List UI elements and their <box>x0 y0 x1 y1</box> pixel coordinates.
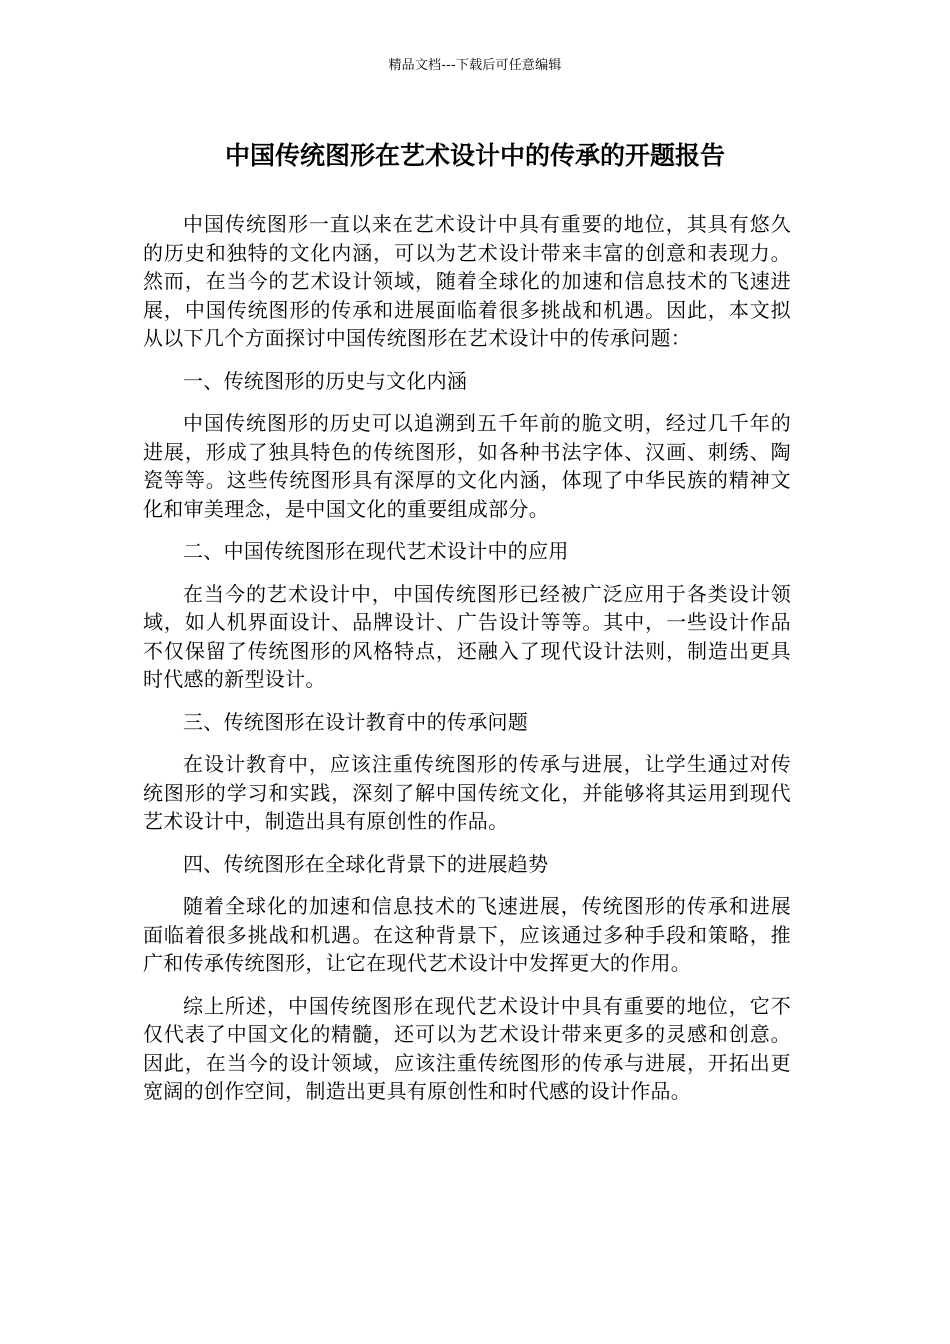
conclusion-paragraph: 综上所述，中国传统图形在现代艺术设计中具有重要的地位，它不仅代表了中国文化的精髓，还可以为艺术设计带来更多的灵感和创意。因此，在当今的设计领域，应该注重传统图形的传承与进展，开拓出更宽阔的创作空间，制造出更具有原创性和时代感的设计作品。 <box>143 993 791 1103</box>
section-body-2: 在当今的艺术设计中，中国传统图形已经被广泛应用于各类设计领域，如人机界面设计、品牌设计、广告设计等等。其中，一些设计作品不仅保留了传统图形的风格特点，还融入了现代设计法则，制造出更具时代感的新型设计。 <box>143 581 791 691</box>
section-heading-3: 三、传统图形在设计教育中的传承问题 <box>183 709 529 734</box>
section-body-3: 在设计教育中，应该注重传统图形的传承与进展，让学生通过对传统图形的学习和实践，深刻了解中国传统文化，并能够将其运用到现代艺术设计中，制造出具有原创性的作品。 <box>143 752 791 833</box>
section-body-4: 随着全球化的加速和信息技术的飞速进展，传统图形的传承和进展面临着很多挑战和机遇。在这种背景下，应该通过多种手段和策略，推广和传承传统图形，让它在现代艺术设计中发挥更大的作用。 <box>143 894 791 975</box>
document-body <box>143 210 791 1120</box>
page-header: 精品文档---下载后可任意编辑 <box>388 58 562 73</box>
section-heading-2: 二、中国传统图形在现代艺术设计中的应用 <box>183 539 569 563</box>
section-heading-4: 四、传统图形在全球化背景下的进展趋势 <box>183 851 549 876</box>
section-heading-1: 一、传统图形的历史与文化内涵 <box>183 368 468 393</box>
page-title: 中国传统图形在艺术设计中的传承的开题报告 <box>224 141 725 170</box>
section-body-1: 中国传统图形的历史可以追溯到五千年前的脆文明，经过几千年的进展，形成了独具特色的传统图形，如各种书法字体、汉画、刺绣、陶瓷等等。这些传统图形具有深厚的文化内涵，体现了中华民族的精神文化和审美理念，是中国文化的重要组成部分。 <box>143 411 791 521</box>
intro-paragraph: 中国传统图形一直以来在艺术设计中具有重要的地位，其具有悠久的历史和独特的文化内涵，可以为艺术设计带来丰富的创意和表现力。然而，在当今的艺术设计领域，随着全球化的加速和信息技术的飞速进展，中国传统图形的传承和进展面临着很多挑战和机遇。因此，本文拟从以下几个方面探讨中国传统图形在艺术设计中的传承问题： <box>143 212 791 350</box>
